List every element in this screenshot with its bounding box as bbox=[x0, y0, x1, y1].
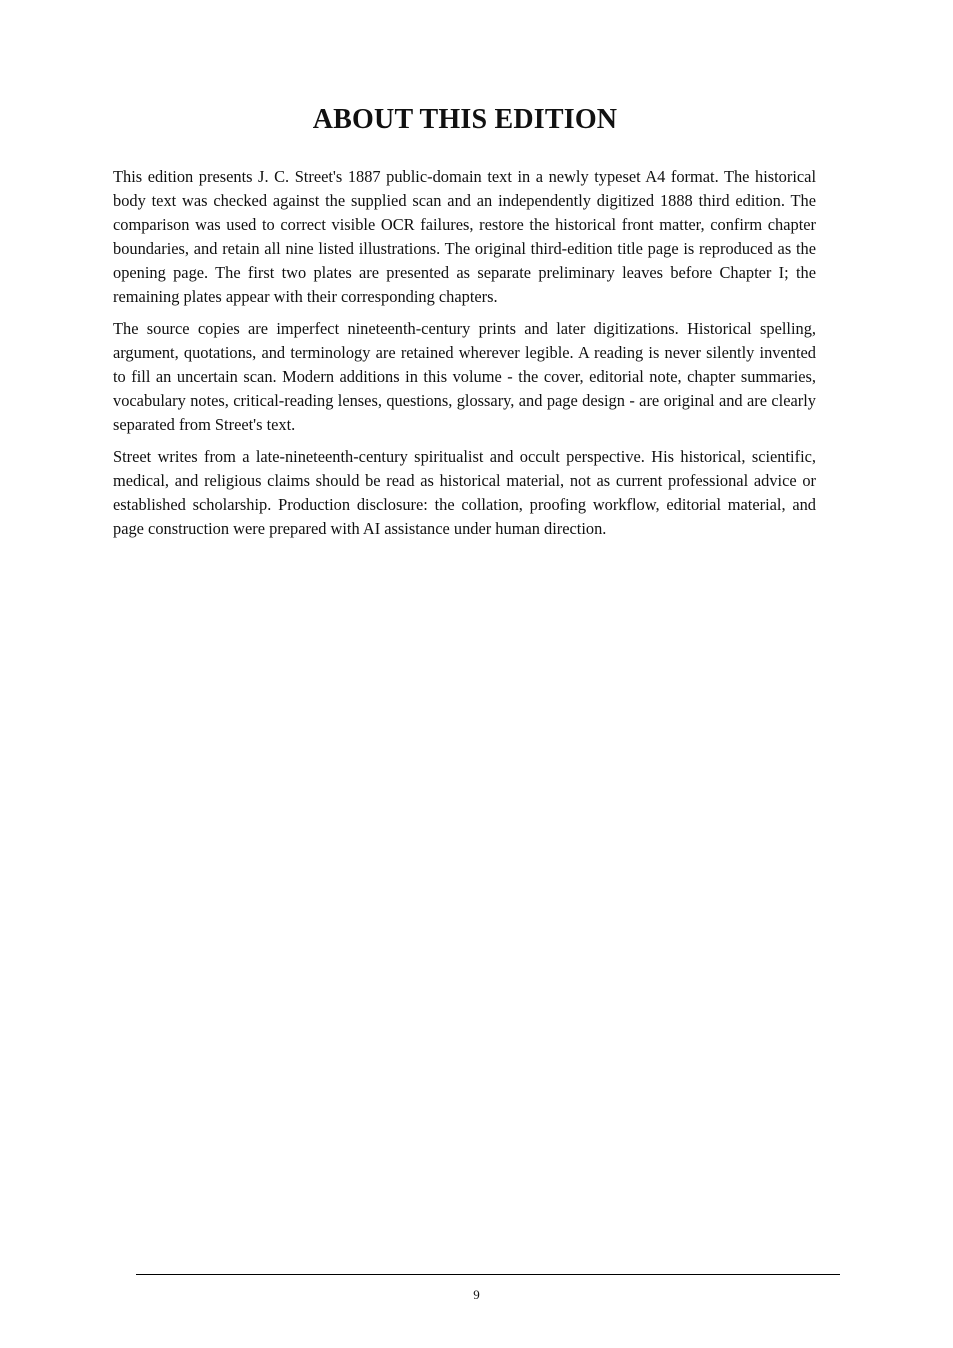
paragraph-perspective-disclosure: Street writes from a late-nineteenth-century spiritualist and occult perspective. His historical, scientific, medical, and religious claims should be read as historical material, not as current professional advice or established scholarship. Production disclosure: the collation, proofing workflow, editorial material, and page construction were prepared with AI assistance under human direction. bbox=[113, 447, 816, 538]
page-title: ABOUT THIS EDITION bbox=[312, 104, 618, 135]
page-number: 9 bbox=[473, 1287, 480, 1302]
body-text bbox=[113, 165, 816, 549]
paragraph-edition-overview: This edition presents J. C. Street's 1887 public-domain text in a newly typeset A4 format. The historical body text was checked against the supplied scan and an independently digitized 1888 third edition. The comparison was used to correct visible OCR failures, restore the historical front matter, confirm chapter boundaries, and retain all nine listed illustrations. The original third-edition title page is reproduced as the opening page. The first two plates are presented as separate preliminary leaves before Chapter I; the remaining plates appear with their corresponding chapters. bbox=[113, 167, 816, 306]
footer-rule bbox=[136, 1274, 840, 1275]
paragraph-source-copies: The source copies are imperfect nineteenth-century prints and later digitizations. Historical spelling, argument, quotations, and terminology are retained wherever legible. A reading is never silently invented to fill an uncertain scan. Modern additions in this volume - the cover, editorial note, chapter summaries, vocabulary notes, critical-reading lenses, questions, glossary, and page design - are original and are clearly separated from Street's text. bbox=[113, 319, 816, 434]
